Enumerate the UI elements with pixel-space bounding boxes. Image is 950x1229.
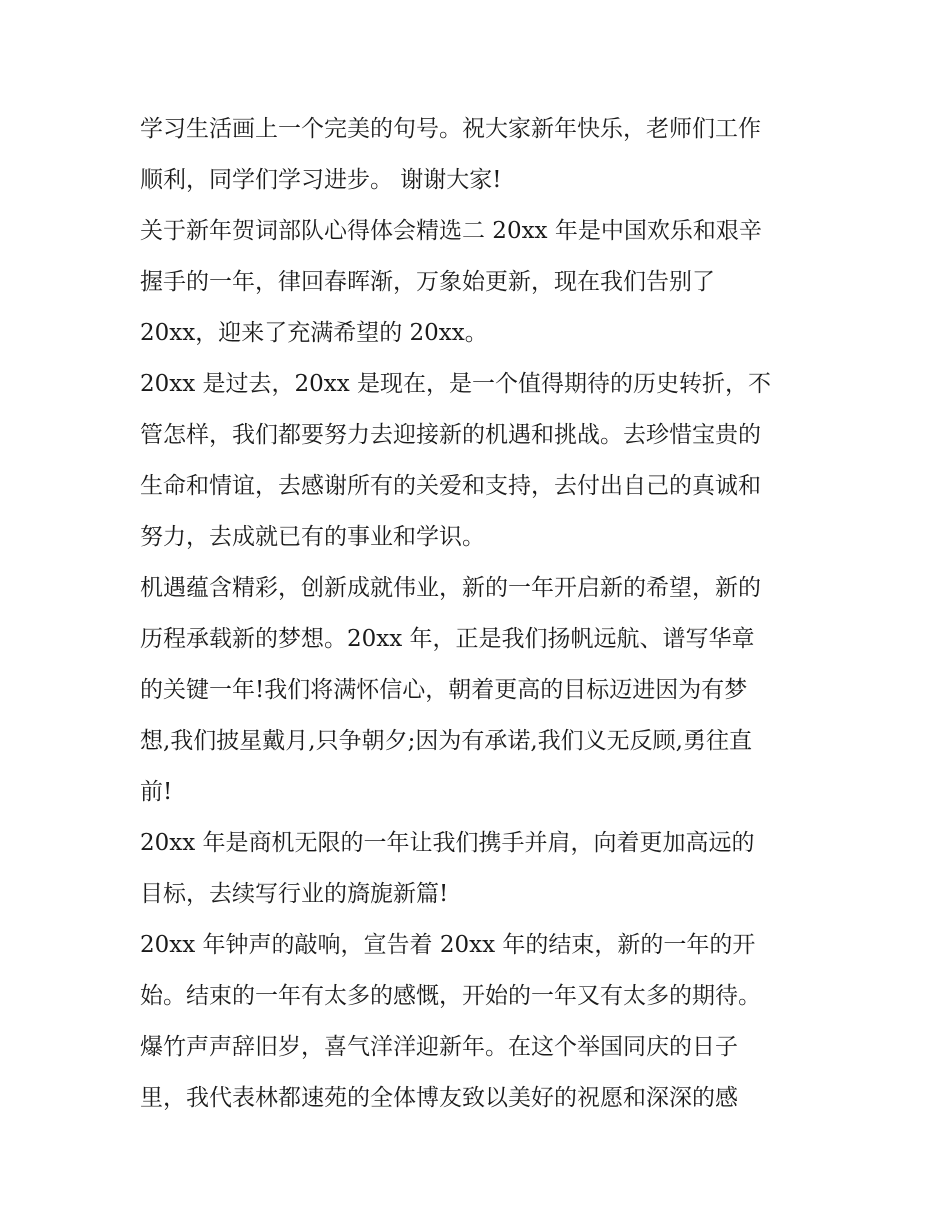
text-line: 关于新年贺词部队心得体会精选二 20xx 年是中国欢乐和艰辛 xyxy=(140,218,762,244)
text-line: 里，我代表林都速苑的全体博友致以美好的祝愿和深深的感 xyxy=(140,1085,738,1111)
text-line: 20xx 年是商机无限的一年让我们携手并肩，向着更加高远的 xyxy=(140,830,755,856)
text-line: 始。结束的一年有太多的感慨，开始的一年又有太多的期待。 xyxy=(140,983,761,1009)
text-line: 爆竹声声辞旧岁，喜气洋洋迎新年。在这个举国同庆的日子 xyxy=(140,1034,738,1060)
text-line: 20xx，迎来了充满希望的 20xx。 xyxy=(140,320,488,346)
text-line: 想,我们披星戴月,只争朝夕;因为有承诺,我们义无反顾,勇往直 xyxy=(140,728,752,754)
text-line: 机遇蕴含精彩，创新成就伟业，新的一年开启新的希望，新的 xyxy=(140,575,761,601)
text-line: 前! xyxy=(140,779,173,805)
text-line: 学习生活画上一个完美的句号。祝大家新年快乐，老师们工作 xyxy=(140,116,761,142)
text-line: 历程承载新的梦想。20xx 年，正是我们扬帆远航、谱写华章 xyxy=(140,626,755,652)
text-line: 20xx 年钟声的敲响，宣告着 20xx 年的结束，新的一年的开 xyxy=(140,932,756,958)
text-line: 20xx 是过去，20xx 是现在，是一个值得期待的历史转折，不 xyxy=(140,371,772,397)
text-line: 的关键一年!我们将满怀信心，朝着更高的目标迈进因为有梦 xyxy=(140,677,748,703)
document-body xyxy=(140,104,830,1124)
text-line: 生命和情谊，去感谢所有的关爱和支持，去付出自己的真诚和 xyxy=(140,473,761,499)
text-line: 握手的一年，律回春晖渐，万象始更新，现在我们告别了 xyxy=(140,269,715,295)
text-line: 顺利，同学们学习进步。 谢谢大家! xyxy=(140,167,502,193)
text-line: 管怎样，我们都要努力去迎接新的机遇和挑战。去珍惜宝贵的 xyxy=(140,422,761,448)
text-line: 目标，去续写行业的旖旎新篇! xyxy=(140,881,449,907)
text-line: 努力，去成就已有的事业和学识。 xyxy=(140,524,485,550)
